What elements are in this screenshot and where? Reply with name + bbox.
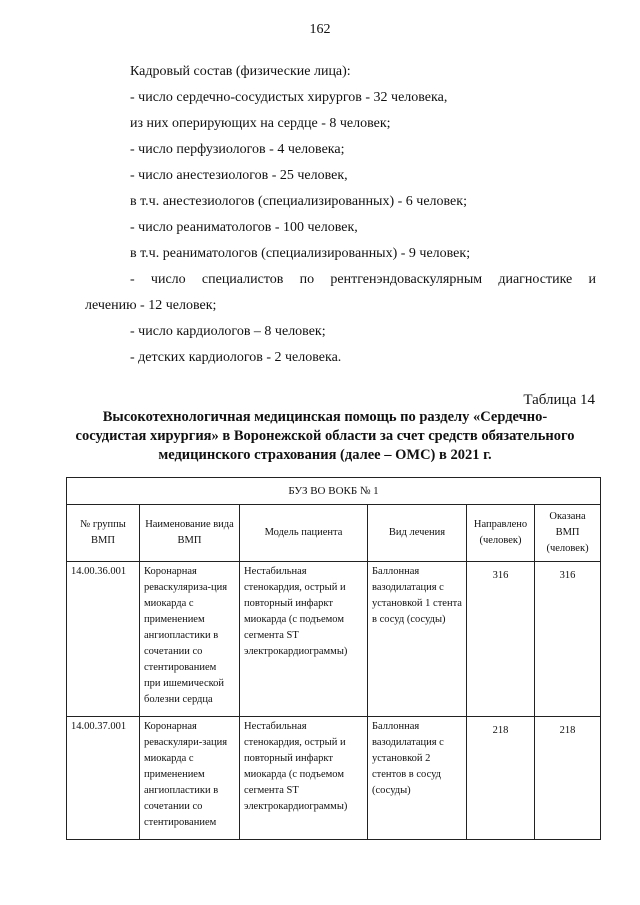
treatment-cell: Баллонная вазодилатация с установкой 2 стентов в сосуд (сосуды) bbox=[368, 717, 467, 840]
column-header: Наименование вида ВМП bbox=[140, 505, 240, 562]
staff-line: в т.ч. реаниматологов (специализированных) - 9 человек; bbox=[130, 246, 471, 261]
table-header-row bbox=[67, 505, 601, 562]
table-row bbox=[67, 717, 601, 840]
organization-header: БУЗ ВО ВОКБ № 1 bbox=[67, 478, 601, 505]
staff-line: - число реаниматологов - 100 человек, bbox=[130, 220, 358, 235]
staff-line: из них оперирующих на сердце - 8 человек; bbox=[130, 116, 391, 131]
staff-line: - число кардиологов – 8 человек; bbox=[130, 324, 326, 339]
staff-line: - число сердечно-сосудистых хирургов - 32 человека, bbox=[130, 90, 448, 105]
staff-line: - детских кардиологов - 2 человека. bbox=[130, 350, 342, 365]
table-title: Высокотехнологичная медицинская помощь по разделу «Сердечно-сосудистая хирургия» в Воронежской области за счет средств обязательного медицинского страхования (далее – ОМС) в 2021 г. bbox=[75, 409, 575, 463]
staff-line: в т.ч. анестезиологов (специализированных) - 6 человек; bbox=[130, 194, 467, 209]
column-header: № группы ВМП bbox=[67, 505, 140, 562]
provided-cell: 316 bbox=[535, 562, 601, 717]
column-header: Вид лечения bbox=[368, 505, 467, 562]
referred-cell: 218 bbox=[467, 717, 535, 840]
table-org-row bbox=[67, 478, 601, 505]
staff-line: - число перфузиологов - 4 человека; bbox=[130, 142, 345, 157]
column-header: Оказана ВМП (человек) bbox=[535, 505, 601, 562]
referred-cell: 316 bbox=[467, 562, 535, 717]
table-caption: Таблица 14 bbox=[523, 392, 595, 408]
staff-line-continuation: лечению - 12 человек; bbox=[85, 298, 217, 313]
provided-cell: 218 bbox=[535, 717, 601, 840]
column-header: Модель пациента bbox=[240, 505, 368, 562]
patient-model-cell: Нестабильная стенокардия, острый и повторный инфаркт миокарда (с подъемом сегмента ST электрокардиограммы) bbox=[240, 717, 368, 840]
staff-heading: Кадровый состав (физические лица): bbox=[130, 64, 351, 79]
column-header: Направлено (человек) bbox=[467, 505, 535, 562]
vmp-name-cell: Коронарная реваскуляри-зация миокарда с применением ангиопластики в сочетании со стентированием bbox=[140, 717, 240, 840]
staff-line: - число анестезиологов - 25 человек, bbox=[130, 168, 348, 183]
group-code-cell: 14.00.37.001 bbox=[67, 717, 140, 840]
treatment-cell: Баллонная вазодилатация с установкой 1 стента в сосуд (сосуды) bbox=[368, 562, 467, 717]
patient-model-cell: Нестабильная стенокардия, острый и повторный инфаркт миокарда (с подъемом сегмента ST электрокардиограммы) bbox=[240, 562, 368, 717]
group-code-cell: 14.00.36.001 bbox=[67, 562, 140, 717]
vmp-name-cell: Коронарная реваскуляриза-ция миокарда с применением ангиопластики в сочетании со стентированием при ишемической болезни сердца bbox=[140, 562, 240, 717]
vmp-table bbox=[66, 477, 601, 840]
staff-line-justified: - число специалистов по рентгенэндоваскулярным диагностике и bbox=[130, 272, 596, 287]
page-number: 162 bbox=[309, 22, 331, 37]
table-row bbox=[67, 562, 601, 717]
